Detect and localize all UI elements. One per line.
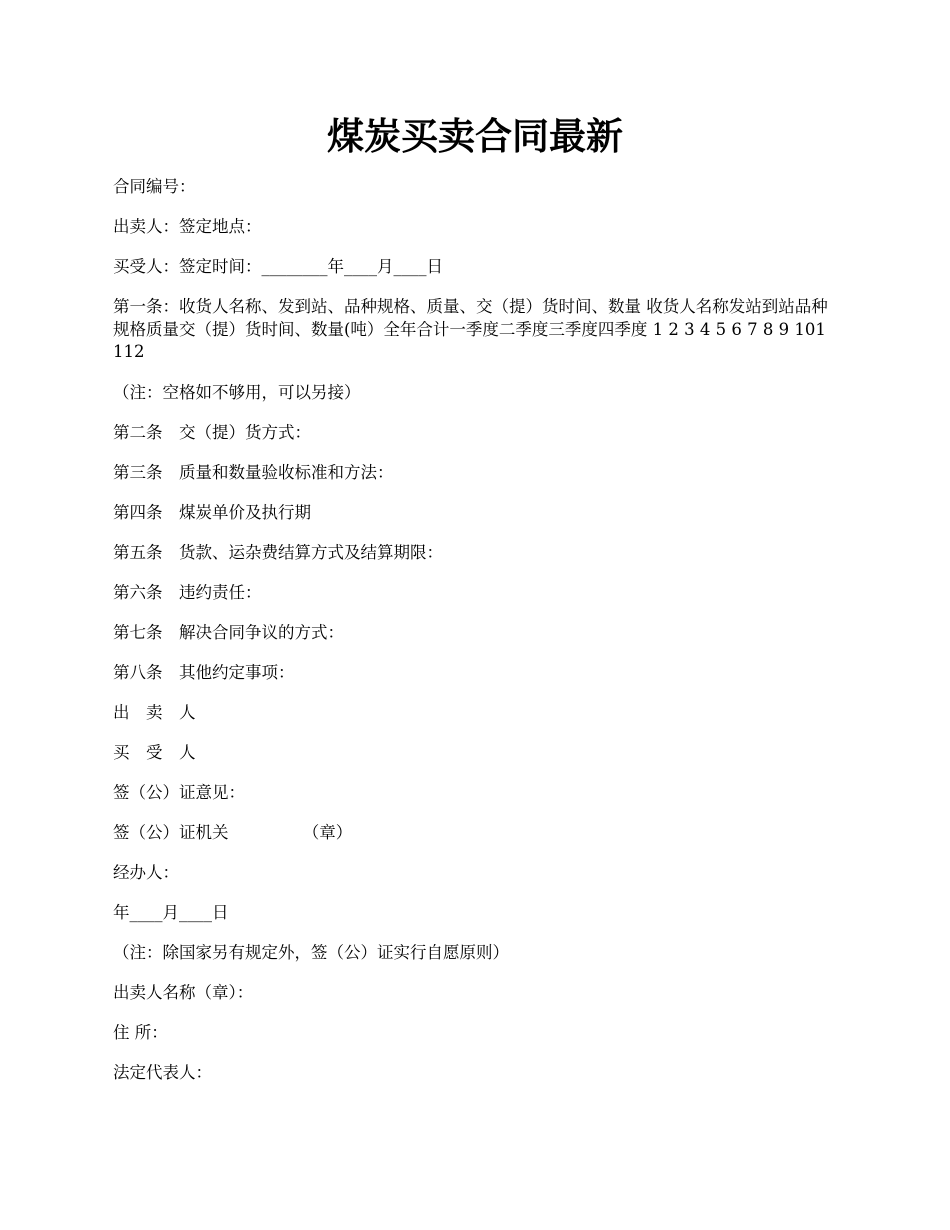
document-body (113, 176, 833, 1102)
article-7-line: 第七条 解决合同争议的方式： (113, 622, 344, 642)
document-title: 煤炭买卖合同最新 (327, 114, 623, 158)
notarization-authority-line: 签（公）证机关 （章） (113, 822, 353, 842)
date-line: 年____月____日 (113, 902, 229, 922)
article-6-line: 第六条 违约责任： (113, 582, 262, 602)
buyer-signature-line: 买 受 人 (113, 742, 196, 762)
seller-signing-place-line: 出卖人：签定地点： (113, 217, 262, 236)
buyer-signing-time-line: 买受人：签定时间：________年____月____日 (113, 257, 443, 276)
note-extra-space-line: （注：空格如不够用，可以另接） (113, 382, 361, 402)
article-5-line: 第五条 货款、运杂费结算方式及结算期限： (113, 542, 443, 562)
article-2-line: 第二条 交（提）货方式： (113, 422, 311, 442)
note-voluntary-line: （注：除国家另有规定外，签（公）证实行自愿原则） (113, 942, 509, 962)
article-1-paragraph: 第一条：收货人名称、发到站、品种规格、质量、交（提）货时间、数量 收货人名称发站到站品种规格质量交（提）货时间、数量(吨）全年合计一季度二季度三季度四季度 1 2 3 4 5 6 7 8 9 101112 (113, 297, 828, 361)
legal-representative-line: 法定代表人： (113, 1062, 212, 1082)
handler-line: 经办人： (113, 862, 179, 882)
article-3-line: 第三条 质量和数量验收标准和方法： (113, 462, 394, 482)
article-4-line: 第四条 煤炭单价及执行期 (113, 502, 311, 522)
contract-number-line: 合同编号： (113, 177, 196, 196)
seller-name-line: 出卖人名称（章）： (113, 982, 254, 1002)
address-line: 住 所： (113, 1022, 168, 1042)
article-8-line: 第八条 其他约定事项： (113, 662, 295, 682)
seller-signature-line: 出 卖 人 (113, 702, 196, 722)
notarization-opinion-line: 签（公）证意见： (113, 782, 245, 802)
